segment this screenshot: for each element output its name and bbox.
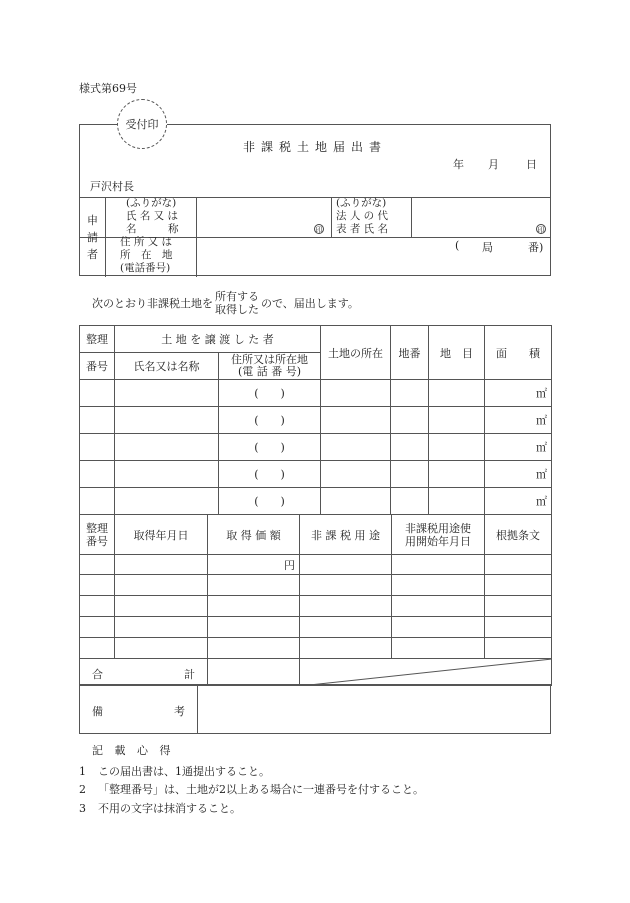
col-category: 地 目	[429, 326, 485, 380]
col-location: 土地の所在	[321, 326, 391, 380]
addressee: 戸沢村長	[90, 180, 134, 193]
table-row: ( ) ㎡	[80, 488, 552, 515]
notes-heading: 記 載 心 得	[92, 744, 175, 757]
reception-stamp: 受付印	[117, 99, 167, 149]
total-diagonal-cell	[300, 659, 552, 686]
table-row	[80, 575, 552, 596]
table-row: 円	[80, 555, 552, 575]
document-title: 非課税土地届出書	[242, 140, 387, 154]
col-acq-price: 取 得 価 額	[208, 515, 300, 555]
address-label: 住 所 又 は 所 在 地 (電話番号)	[120, 236, 173, 274]
col-acq-date: 取得年月日	[115, 515, 208, 555]
diagonal-line	[300, 659, 552, 686]
land-table	[79, 325, 552, 515]
seal-icon: 印	[537, 226, 545, 234]
phone-paren-open: (	[455, 239, 460, 252]
table-row	[80, 596, 552, 617]
name-label: (ふりがな) 氏 名 又 は 名 称	[126, 197, 179, 235]
form-number: 様式第69号	[79, 82, 137, 95]
table-row: ( ) ㎡	[80, 380, 552, 407]
col-use-start: 非課税用途使 用開始年月日	[392, 515, 485, 555]
col-number: 整理	[80, 326, 115, 353]
date-year: 年	[453, 158, 464, 171]
total-left: 合	[92, 668, 103, 681]
date-day: 日	[526, 158, 537, 171]
col-transferor: 土 地 を 譲 渡 し た 者	[115, 326, 321, 353]
table-row: ( ) ㎡	[80, 434, 552, 461]
acquisition-table	[79, 514, 552, 686]
table-row: ( ) ㎡	[80, 407, 552, 434]
table-row: ( ) ㎡	[80, 461, 552, 488]
date-month: 月	[488, 158, 499, 171]
applicant-section-label: 申 請 者	[87, 214, 98, 261]
phone-number: 番)	[528, 241, 544, 254]
remarks-box	[79, 684, 551, 734]
col-number: 整理 番号	[80, 515, 115, 555]
note-item: 1 この届出書は、1通提出すること。	[79, 765, 270, 778]
table-row	[80, 617, 552, 638]
col-transferor-name: 氏名又は名称	[115, 353, 219, 380]
remarks-right: 考	[174, 705, 185, 718]
representative-label: (ふりがな) 法 人 の 代 表 者 氏 名	[336, 197, 389, 235]
remarks-left: 備	[92, 705, 103, 718]
col-basis: 根拠条文	[485, 515, 552, 555]
col-use: 非 課 税 用 途	[300, 515, 392, 555]
note-item: 3 不用の文字は抹消すること。	[79, 802, 241, 815]
table-row	[80, 638, 552, 659]
total-right: 計	[184, 668, 195, 681]
intro-sentence: 次のとおり非課税土地を 所有する 取得した ので、届出します。	[92, 290, 359, 316]
col-area: 面 積	[485, 326, 552, 380]
col-transferor-address: 住所又は所在地 (電 話 番 号)	[219, 353, 321, 380]
seal-icon: 印	[315, 226, 323, 234]
total-row	[80, 659, 552, 686]
note-item: 2 「整理番号」は、土地が2以上ある場合に一連番号を付すること。	[79, 783, 424, 796]
col-lot: 地番	[391, 326, 429, 380]
col-number-2: 番号	[80, 353, 115, 380]
phone-exchange: 局	[482, 241, 493, 254]
